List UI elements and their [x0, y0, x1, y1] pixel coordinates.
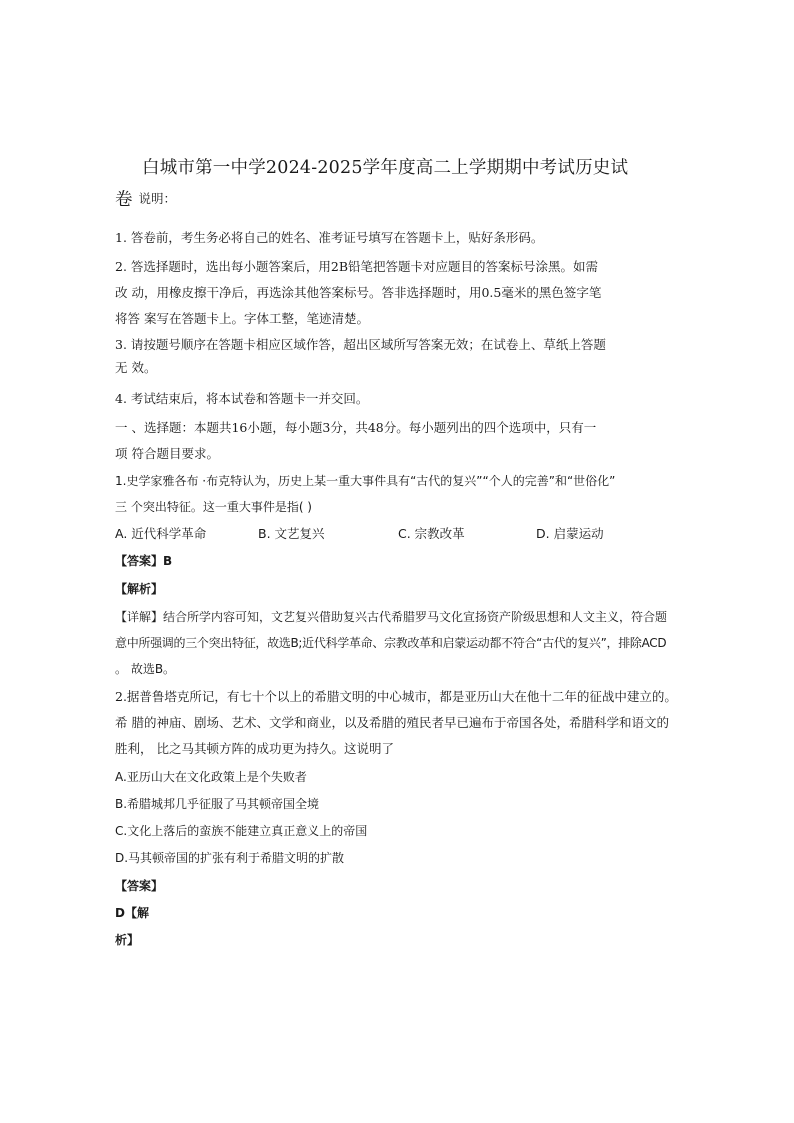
exam-title-line2 [115, 186, 176, 211]
q2-option-d: D.马其顿帝国的扩张有利于希腊文明的扩散 [115, 851, 345, 865]
q2-answer-label: 【答案】 [115, 879, 164, 893]
exam-title-line1: 白城市第一中学2024-2025学年度高二上学期期中考试历史试 [142, 158, 629, 178]
q1-option-c: C. 宗教改革 [398, 526, 465, 541]
q2-stem-line: 希 腊的神庙、剧场、艺术、文学和商业，以及希腊的殖民者早已遍布于帝国各处，希腊科学和语文的 [115, 715, 669, 730]
instruction-line: 将答 案写在答题卡上。字体工整，笔迹清楚。 [115, 311, 369, 326]
q1-detail-line: 。 故选B。 [115, 662, 176, 676]
instructions-heading: 说明： [138, 191, 177, 206]
q2-option-b: B.希腊城邦几乎征服了马其顿帝国全境 [115, 797, 320, 811]
q2-option-c: C.文化上落后的蛮族不能建立真正意义上的帝国 [115, 824, 368, 838]
instruction-line: 无 效。 [115, 360, 157, 375]
q1-option-b: B. 文艺复兴 [258, 526, 325, 541]
q1-option-d: D. 启蒙运动 [536, 526, 604, 541]
q2-answer-tail: D【解 [115, 906, 149, 920]
q1-detail-line: 【详解】结合所学内容可知，文艺复兴借助复兴古代希腊罗马文化宣扬资产阶级思想和人文主义，符合题 [115, 610, 668, 624]
q1-stem-line: 1.史学家雅各布 ·布克特认为，历史上某一重大事件具有“古代的复兴”“个人的完善”和“世俗化” [115, 474, 616, 488]
q1-detail-line: 意中所强调的三个突出特征，故选B;近代科学革命、宗教改革和启蒙运动都不符合“古代的复兴”，排除ACD [115, 636, 667, 650]
section-heading: 项 符合题目要求。 [115, 446, 219, 461]
q2-answer-tail: 析】 [115, 933, 140, 947]
exam-title-tail: 卷 [115, 190, 133, 210]
instruction-line: 4. 考试结束后，将本试卷和答题卡一并交回。 [115, 391, 369, 406]
q1-option-a: A. 近代科学革命 [115, 526, 207, 541]
instruction-line: 3. 请按题号顺序在答题卡相应区域作答，超出区域所写答案无效；在试卷上、草纸上答题 [115, 337, 606, 352]
q2-option-a: A.亚历山大在文化政策上是个失败者 [115, 770, 307, 784]
instruction-line: 改 动，用橡皮擦干净后，再选涂其他答案标号。答非选择题时，用0.5毫米的黑色签字笔 [115, 285, 602, 300]
instruction-line: 1. 答卷前，考生务必将自己的姓名、准考证号填写在答题卡上，贴好条形码。 [115, 230, 544, 245]
q1-analysis-label: 【解析】 [115, 582, 164, 596]
instruction-line: 2. 答选择题时，选出每小题答案后，用2B铅笔把答题卡对应题目的答案标号涂黑。如需 [115, 259, 599, 274]
q2-stem-line: 胜利， 比之马其顿方阵的成功更为持久。这说明了 [115, 741, 394, 756]
q1-answer: 【答案】B [115, 554, 173, 568]
q1-stem-line: 三 个突出特征。这一重大事件是指( ) [115, 500, 312, 514]
section-heading: 一 、选择题：本题共16小题，每小题3分，共48分。每小题列出的四个选项中，只有一 [115, 420, 597, 435]
q2-stem-line: 2.据普鲁塔克所记，有七十个以上的希腊文明的中心城市，都是亚历山大在他十二年的征战中建立的。 [115, 689, 677, 704]
